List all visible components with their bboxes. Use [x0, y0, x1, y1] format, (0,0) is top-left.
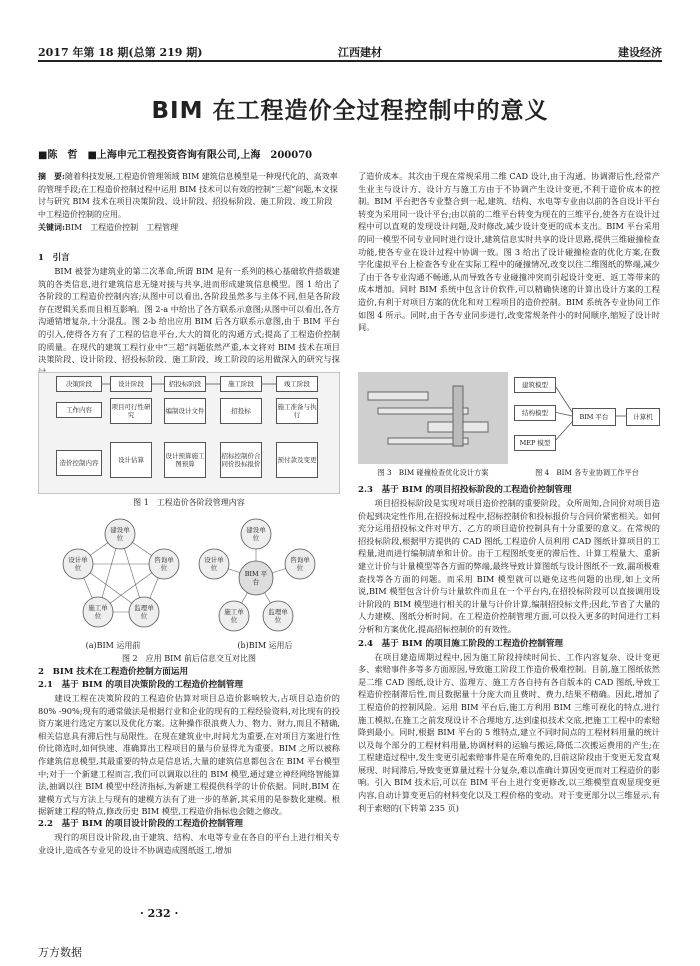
figure-2-caption: 图 2 应用 BIM 前后信息交互对比图: [122, 654, 256, 663]
cost-item: 预付款及变更: [276, 442, 318, 478]
stage-decision: 决策阶段: [56, 376, 102, 392]
section-2-2-paragraph: 现行的项目设计阶段,由于建筑、结构、水电等专业在各自的平台上进行相关专业设计,造成各专业见的设计不协调造成图纸返工,增加: [38, 831, 340, 855]
figure-3-image: [358, 372, 508, 464]
keywords-text: BIM 工程造价控制 工程管理: [64, 223, 179, 232]
fig4-bim-platform: BIM 平台: [572, 408, 616, 426]
work-item: 施工准备与执行: [276, 398, 318, 424]
figure-2: [38, 512, 340, 642]
abstract-text: 随着科技发展,工程造价管理领域 BIM 建筑信息模型是一种现代化的、高效率的管理手段;在工程造价控制过程中运用 BIM 技术可以有效的控制“三超”问题,本文探讨与研究 BIM 技术在项目决策阶段、设计阶段、招投标阶段、施工阶段、竣工阶段中工程造价控制的应用。: [38, 172, 338, 219]
stage-completion: 竣工阶段: [276, 376, 318, 392]
watermark: 万方数据: [38, 946, 82, 959]
keywords-label: 关键词:: [38, 222, 65, 232]
section-2-3-paragraph: 项目招投标阶段是实现对项目造价控制的重要阶段。众所周知,合同价对项目造价起到决定性作用,在招投标过程中,招标控制价和投标报价与合同价紧密相关。如何充分运用招投标文件对甲方、乙方的项目造价控制具有十分重要的意义。在常规的招投标阶段,根据甲方提供的 CAD 图纸,工程造价人员利用 CAD 图纸计算项目的工程量,进而进行编制清单和计价。由于工程图纸变更的滞后性、计算工程量大、重新建立计价与计量模型等各方面的弊端,最终导致计算图纸与设计图纸不一致,漏项极难查找等各方面的问题。而采用 BIM 模型就可以避免这些问题的出现,如上文所说,BIM 模型包含计价与计量软件而且在一个平台内,在招投标阶段可以直接调用设计阶段的 BIM 模型进行相关的计量与计价计算,编制招投标文件;因此,节省了大量的人力建模、图纸分析时间。在工程造价控制管理方面,可以投入更多的时间进行工料分析和方案优化,提高招标控制价的有效性。: [358, 498, 660, 634]
stage-design: 设计阶段: [110, 376, 152, 392]
row-work-content: 工作内容: [56, 402, 102, 418]
section-2-2-heading: 2.2 基于 BIM 的项目设计阶段的工程造价控制管理: [38, 818, 244, 829]
section-2-1-paragraph: 建设工程在决策阶段的工程造价估算对项目总造价影响较大,占项目总造价的 80% -90%;现有的通常做法是根据行业和企业的现有的工程经验资料,对比现有的投资方案进行选定方案以及优化方案。这种操作很浪费人力、物力、财力,而且不精确,相关信息具有滞后性与局限性。在现在建筑业中,时间尤为重要,在对项目方案进行性价比筛选时,如何快速、准确算出工程项目的量与价显得尤为重要。BIM 之所以被称作建筑信息模型,其最重要的特点是信息话,大量的建筑信息都包含在 BIM 平台模型中;对于一个新建工程而言,我们可以调取以往的 BIM 模型,通过建立神经网络智能算法,抽调以往 BIM 模型中经济指标,为新建工程提供科学的计价依据。同时,BIM 在建模方式与方法上与现有的建模方法有了进一步的革新,其采用的是参数化建模。根据新建工程的特点,修改历史 BIM 模型,工程造价指标也会随之修改。: [38, 693, 340, 817]
design-paragraph-continued: 了造价成本。其次由于现在常规采用二维 CAD 设计,由于沟通、协调滞后性,经常产生业主与设计方、设计方与施工方由于不协调产生设计变更,不利于造价成本的控制。BIM 平台把各专业整合到一起,建筑、结构、水电等专业由以前的各自设计平台转变为采用同一设计平台;由以前的二维平台转变为现在的三维平台,使各方在设计过程中可以直观的发现设计问题,及时修改,减少设计变更的成本支出。BIM 平台采用的同一模型不同专业同时进行设计,建筑信息实时共享的设计思路,提供三维碰撞检查功能,使各专业在设计过程中协调一致。图 3 给出了设计碰撞检查的优化方案,在数字化虚拟平台上检查各专业在实际工程中的碰撞情况,改变以往二维图纸的弊端,减少了由于各专业沟通不畅通,从而导致各专业碰撞冲突而引起设计变更、返工等带来的成本增加。同时 BIM 系统中包含计价软件,可以精确快速的计算出设计方案的工程造价,有利于对项目方案的优化和对工程项目的造价控制。BIM 系统各专业协同工作如图 4 所示。同时,由于各专业同步进行,改变常规条件小的时间顺序,缩短了设计时间。: [358, 171, 660, 333]
cost-item: 设计估算: [110, 442, 152, 478]
stage-bidding: 招投标阶段: [164, 376, 206, 392]
figure-3-render: [358, 372, 508, 464]
abstract: [38, 170, 340, 235]
section-2-3-heading: 2.3 基于 BIM 的项目招投标阶段的工程造价控制管理: [358, 485, 572, 495]
node-design-b: 设计单位: [204, 556, 224, 572]
section-2-block: [38, 666, 340, 856]
section-name: 建设经济: [618, 46, 662, 59]
cost-item: 设计预算施工图预算: [164, 442, 206, 478]
node-bim-platform: BIM 平台: [244, 570, 268, 586]
figure-4-caption: 图 4 BIM 各专业协调工作平台: [535, 468, 639, 477]
node-supervise-a: 监理单位: [134, 604, 154, 620]
section-2-1-heading: 2.1 基于 BIM 的项目决策阶段的工程造价控制管理: [38, 680, 244, 690]
stage-construction: 施工阶段: [220, 376, 262, 392]
node-consult-b: 咨询单位: [290, 556, 310, 572]
node-construct-a: 施工单位: [88, 604, 108, 620]
article-title: BIM 在工程造价全过程控制中的意义: [151, 98, 549, 124]
work-item: 项目可行性研究: [110, 398, 152, 424]
row-cost-content: 造价控制内容: [56, 450, 102, 476]
intro-paragraph: BIM 被誉为建筑业的第二次革命,所谓 BIM 是有一系列的核心基础软件搭载建筑的各类信息,进行建筑信息无缝对接与共享,进而形成建筑信息模型。图 1 给出了各阶段的工程造价控制内容;从图中可以看出,各阶段虽然多与主体不同,但是各阶段存在逻辑关系而且相互影响。图 2-a 中给出了各方联系示意图;从图中可以看出,各方沟通错增复杂,十分混乱。图 2-b 给出应用 BIM 后各方联系示意图,由于 BIM 平台的引入,使得各方有了工程的信息平台,大大的简化的沟通方式;提高了工程造价控制的质量。在现代的建筑工程行业中“三超”问题依然严重,本文将对 BIM 技术在项目决策阶段、设计阶段、招投标阶段、施工阶段、竣工阶段的运用做深入的研究与探: [38, 266, 340, 365]
figure-1: [38, 372, 340, 494]
work-item: 招投标: [220, 398, 262, 424]
node-construct-b: 施工单位: [224, 608, 244, 624]
figure-2-diagram: [38, 512, 340, 642]
right-column-bottom: [358, 482, 660, 814]
journal-name: 江西建材: [338, 46, 382, 59]
figure-2b-label: (b)BIM 运用后: [237, 641, 293, 650]
node-owner-a: 建设单位: [110, 526, 130, 542]
fig4-mep-model: MEP 模型: [514, 435, 556, 451]
right-column-top: [358, 170, 660, 334]
section-2-heading: 2 BIM 技术在工程造价控制方面运用: [38, 667, 189, 677]
node-supervise-b: 监理单位: [268, 608, 288, 624]
abstract-label: 摘 要:: [38, 171, 65, 181]
section-2-4-paragraph: 在项目建造周期过程中,因为施工阶段持续时间长、工作内容复杂、设计变更多、索赔事件多等多方面原因,导致施工阶段工作造价极难控制。目前,施工图纸依然是二维 CAD 图纸,设计方、监理方、施工方各自持有各自版本的 CAD 图纸,导致工程造价控制滞后性,而且数据量十分庞大而且费时、费力,结果不精确。因此,增加了工程造价的控制风险。运用 BIM 平台后,施工方利用 BIM 三维可视化的特点,进行施工模拟,在施工之前发现设计不合理地方,达到虚拟技术交底,把施工工程中的索赔降到最小。同时,根据 BIM 平台的 5 维特点,建立不同时间点的工程材料用量的统计以及每个部分的工程材料用量,协调材料的运输与搬运,降低二次搬运费用的产生;在工程建造过程中,发生变更引起索赔事件是在所难免的,目前这阶段由于变更无发直观展现、时间滞后,导致变更算量过程十分复杂,难以准确计算因变更而对工程造价的影响。引入 BIM 技术后,可以在 BIM 平台上进行变更修改,以三维模型直观显现变更内容,自动计算变更后的材料变化以及工程价格的变动。对于变更部分以三维显示,有利于索赔的(下转第 235 页): [358, 651, 660, 813]
figure-4: [514, 372, 660, 464]
node-owner-b: 建设单位: [246, 526, 266, 542]
intro-block: [38, 252, 340, 378]
running-header: [38, 44, 662, 62]
node-design-a: 设计单位: [68, 556, 88, 572]
issue-label: 2017 年第 18 期(总第 219 期): [38, 46, 203, 59]
cost-item: 招标控制价合同价投标报价: [220, 442, 262, 478]
figure-2a-label: (a)BIM 运用前: [85, 641, 141, 650]
page-number: · 232 ·: [140, 907, 179, 920]
node-consult-a: 咨询单位: [154, 556, 174, 572]
section-1-heading: 1 引言: [38, 253, 70, 263]
fig4-computer: 计算机: [626, 408, 660, 426]
figure-1-caption: 图 1 工程造价各阶段管理内容: [133, 498, 245, 507]
author-line: ■陈 哲 ■上海申元工程投资咨询有限公司,上海 200070: [38, 150, 313, 161]
fig4-architecture-model: 建筑模型: [514, 377, 556, 393]
fig4-structure-model: 结构模型: [514, 405, 556, 421]
section-2-4-heading: 2.4 基于 BIM 的项目施工阶段的工程造价控制管理: [358, 638, 564, 649]
figure-3-caption: 图 3 BIM 碰撞检查优化设计方案: [377, 468, 489, 477]
work-item: 编制设计文件: [164, 398, 206, 424]
